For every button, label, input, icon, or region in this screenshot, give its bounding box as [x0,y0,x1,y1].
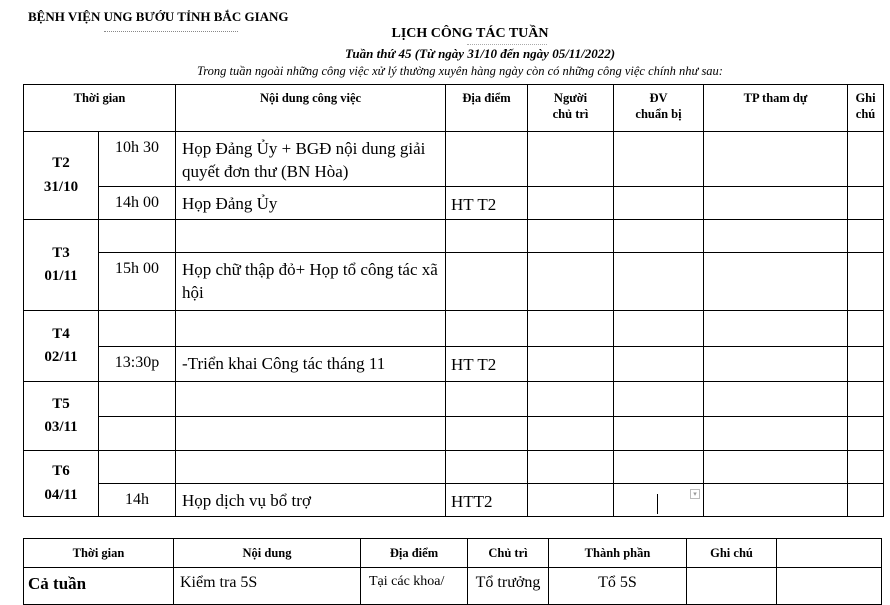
summary-content[interactable]: Kiểm tra 5S [174,568,361,605]
table-row [24,484,884,517]
unit-cell[interactable] [614,347,704,382]
time-cell[interactable] [99,382,176,417]
day-cell [24,132,99,220]
table-row [24,417,884,451]
summary-header-place: Địa điểm [361,539,468,568]
day-label: T3 [52,244,70,261]
time-cell[interactable]: 15h 00 [99,253,176,311]
participants-cell[interactable] [704,253,848,311]
chair-cell[interactable] [528,187,614,220]
day-date: 31/10 [43,178,79,195]
participants-cell[interactable] [704,382,848,417]
unit-cell[interactable] [614,253,704,311]
summary-table [23,538,882,605]
note-cell[interactable] [848,220,884,253]
table-row [24,451,884,484]
weekly-schedule-table [23,84,884,517]
content-cell[interactable]: Họp Đảng Ủy + BGĐ nội dung giải quyết đơn thư (BN Hòa) [176,132,446,187]
place-cell[interactable]: HT T2 [446,347,528,382]
content-cell[interactable]: Họp chữ thập đỏ+ Họp tổ công tác xã hội [176,253,446,311]
chair-cell[interactable] [528,311,614,347]
day-date: 04/11 [44,486,78,503]
chair-cell[interactable] [528,417,614,451]
place-cell[interactable] [446,132,528,187]
header-note: Ghi chú [848,85,884,132]
day-cell [24,220,99,311]
title-underline [467,44,547,45]
place-cell[interactable]: HTT2 [446,484,528,517]
place-cell[interactable] [446,220,528,253]
place-cell[interactable] [446,253,528,311]
table-row [24,347,884,382]
participants-cell[interactable] [704,187,848,220]
participants-cell[interactable] [704,347,848,382]
place-cell[interactable] [446,382,528,417]
document-title: LỊCH CÔNG TÁC TUẦN [391,26,549,41]
summary-note[interactable] [687,568,777,605]
chair-cell[interactable] [528,451,614,484]
summary-chair[interactable]: Tổ trưởng [468,568,549,605]
participants-cell[interactable] [704,132,848,187]
header-unit: ĐV chuẩn bị [614,85,704,132]
unit-cell[interactable] [614,417,704,451]
day-date: 01/11 [44,268,78,284]
chair-cell[interactable] [528,382,614,417]
note-cell[interactable] [848,451,884,484]
day-cell [24,382,99,451]
place-cell[interactable]: HT T2 [446,187,528,220]
content-cell[interactable]: Họp Đảng Ủy [176,187,446,220]
time-cell[interactable]: 10h 30 [99,132,176,187]
place-cell[interactable] [446,451,528,484]
note-cell[interactable] [848,484,884,517]
participants-cell[interactable] [704,220,848,253]
summary-header-content: Nội dung [174,539,361,568]
content-cell[interactable] [176,417,446,451]
header-place: Địa điểm [446,85,528,132]
unit-cell[interactable] [614,132,704,187]
content-cell[interactable] [176,451,446,484]
participants-cell[interactable] [704,417,848,451]
time-cell[interactable] [99,220,176,253]
summary-header-extra [777,539,882,568]
content-cell[interactable] [176,382,446,417]
day-label: T6 [52,463,70,480]
note-cell[interactable] [848,382,884,417]
unit-cell[interactable] [614,187,704,220]
day-date: 03/11 [44,419,78,435]
table-row [24,382,884,417]
note-cell[interactable] [848,417,884,451]
unit-cell[interactable] [614,382,704,417]
time-cell[interactable]: 14h [99,484,176,517]
summary-row [24,568,882,605]
table-row [24,311,884,347]
day-date: 02/11 [44,349,78,365]
table-row [24,132,884,187]
week-range: Tuần thứ 45 (Từ ngày 31/10 đến ngày 05/11/2022) [344,46,616,61]
time-cell[interactable] [99,417,176,451]
unit-cell[interactable] [614,220,704,253]
day-cell [24,311,99,382]
summary-members[interactable]: Tổ 5S [549,568,687,605]
participants-cell[interactable] [704,451,848,484]
header-row [24,85,884,132]
note-cell[interactable] [848,132,884,187]
summary-header-chair: Chủ trì [468,539,549,568]
unit-cell[interactable] [614,311,704,347]
text-cursor [657,494,658,514]
header-time: Thời gian [24,85,176,132]
intro-text: Trong tuần ngoài những công việc xử lý thường xuyên hàng ngày còn có những công việc chính như sau: [197,64,723,78]
summary-header-row [24,539,882,568]
note-cell[interactable] [848,347,884,382]
chair-cell[interactable] [528,220,614,253]
cell-resize-handle-icon[interactable]: ▾ [690,489,700,499]
summary-header-time: Thời gian [24,539,174,568]
summary-place[interactable]: Tại các khoa/ [361,568,468,605]
time-cell[interactable]: 14h 00 [99,187,176,220]
participants-cell[interactable] [704,311,848,347]
participants-cell[interactable] [704,484,848,517]
place-cell[interactable] [446,417,528,451]
summary-header-members: Thành phần [549,539,687,568]
chair-cell[interactable] [528,484,614,517]
content-cell[interactable] [176,220,446,253]
note-cell[interactable] [848,187,884,220]
day-label: T2 [52,155,70,172]
chair-cell[interactable] [528,132,614,187]
table-row [24,220,884,253]
chair-cell[interactable] [528,253,614,311]
summary-extra[interactable] [777,568,882,605]
note-cell[interactable] [848,253,884,311]
content-cell[interactable]: -Triển khai Công tác tháng 11 [176,347,446,382]
day-label: T5 [52,395,70,412]
table-row [24,253,884,311]
unit-cell[interactable] [614,451,704,484]
time-cell[interactable] [99,451,176,484]
place-cell[interactable] [446,311,528,347]
time-cell[interactable]: 13:30p [99,347,176,382]
content-cell[interactable]: Họp dịch vụ bổ trợ [176,484,446,517]
time-cell[interactable] [99,311,176,347]
hospital-name: BỆNH VIỆN UNG BƯỚU TỈNH BẮC GIANG [28,9,289,24]
table-row [24,187,884,220]
header-chair: Người chủ trì [528,85,614,132]
day-label: T4 [52,325,70,342]
chair-cell[interactable] [528,347,614,382]
day-cell [24,451,99,517]
summary-time[interactable]: Cả tuần [24,568,174,605]
header-content: Nội dung công việc [176,85,446,132]
header-participants: TP tham dự [704,85,848,132]
summary-header-note: Ghi chú [687,539,777,568]
note-cell[interactable] [848,311,884,347]
content-cell[interactable] [176,311,446,347]
